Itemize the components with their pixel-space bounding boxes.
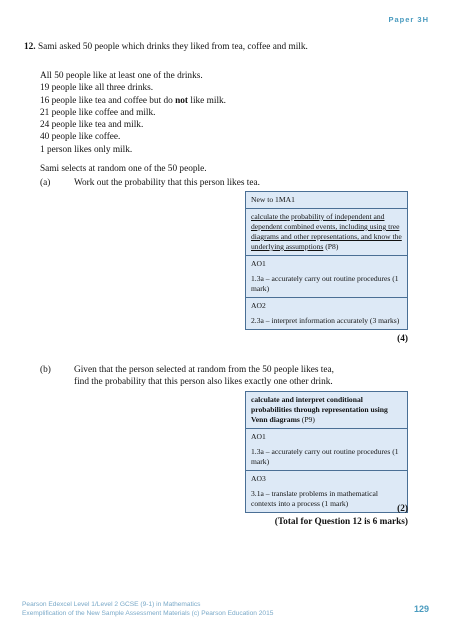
question-intro-line [24, 41, 308, 53]
part-b-label: (b) [40, 365, 51, 375]
box-ao3: AO3 3.1a – translate problems in mathematical contexts into a process (1 mark) [251, 474, 378, 508]
fact-item: 40 people like coffee. [40, 132, 121, 143]
box-description: calculate and interpret conditional probabilities through representation using Venn diagrams (P9) [246, 392, 407, 429]
part-b-line2: find the probability that this person also likes exactly one other drink. [74, 377, 333, 387]
fact-item: 1 person likes only milk. [40, 144, 133, 155]
facts-list [40, 70, 226, 156]
fact-item: All 50 people like at least one of the drinks. [40, 71, 203, 81]
total-marks: (Total for Question 12 is 6 marks) [274, 517, 408, 527]
part-a-text: Work out the probability that this person likes tea. [74, 178, 260, 188]
box-ao1: AO1 1.3a – accurately carry out routine procedures (1 mark) [246, 429, 407, 471]
part-b-line1: Given that the person selected at random from the 50 people likes tea, [74, 365, 334, 375]
fact-item: 24 people like tea and milk. [40, 120, 144, 131]
box-ao2: AO2 2.3a – interpret information accurately (3 marks) [251, 301, 400, 325]
page-number: 129 [413, 604, 429, 614]
part-b-marks: (2) [397, 504, 408, 514]
box-ao1: AO1 1.3a – accurately carry out routine procedures (1 mark) [246, 256, 407, 298]
selection-text: Sami selects at random one of the 50 people. [40, 164, 207, 174]
part-a-marks: (4) [397, 334, 408, 344]
question-intro: Sami asked 50 people which drinks they liked from tea, coffee and milk. [37, 42, 308, 52]
box-tag: New to 1MA1 [246, 192, 407, 209]
emphasis-not: not [175, 95, 189, 106]
question-number: 12. [24, 42, 36, 52]
fact-item: 21 people like coffee and milk. [40, 107, 156, 118]
part-a-info-box [245, 191, 408, 330]
box-description: calculate the probability of independent and dependent combined events, including using tree diagrams and other representations, and know the underlying assumptions (P8) [246, 209, 407, 256]
paper-label: Paper 3H [388, 15, 429, 24]
footer-text: Pearson Edexcel Level 1/Level 2 GCSE (9-1) in Mathematics Exemplification of the New Sample Assessment Materials (c) Pearson Education 2015 [22, 601, 274, 617]
part-b-info-box [245, 391, 408, 513]
part-a-label: (a) [40, 178, 51, 188]
fact-item: 19 people like all three drinks. [40, 83, 154, 94]
fact-item: 16 people like tea and coffee but do not like milk. [40, 95, 226, 106]
